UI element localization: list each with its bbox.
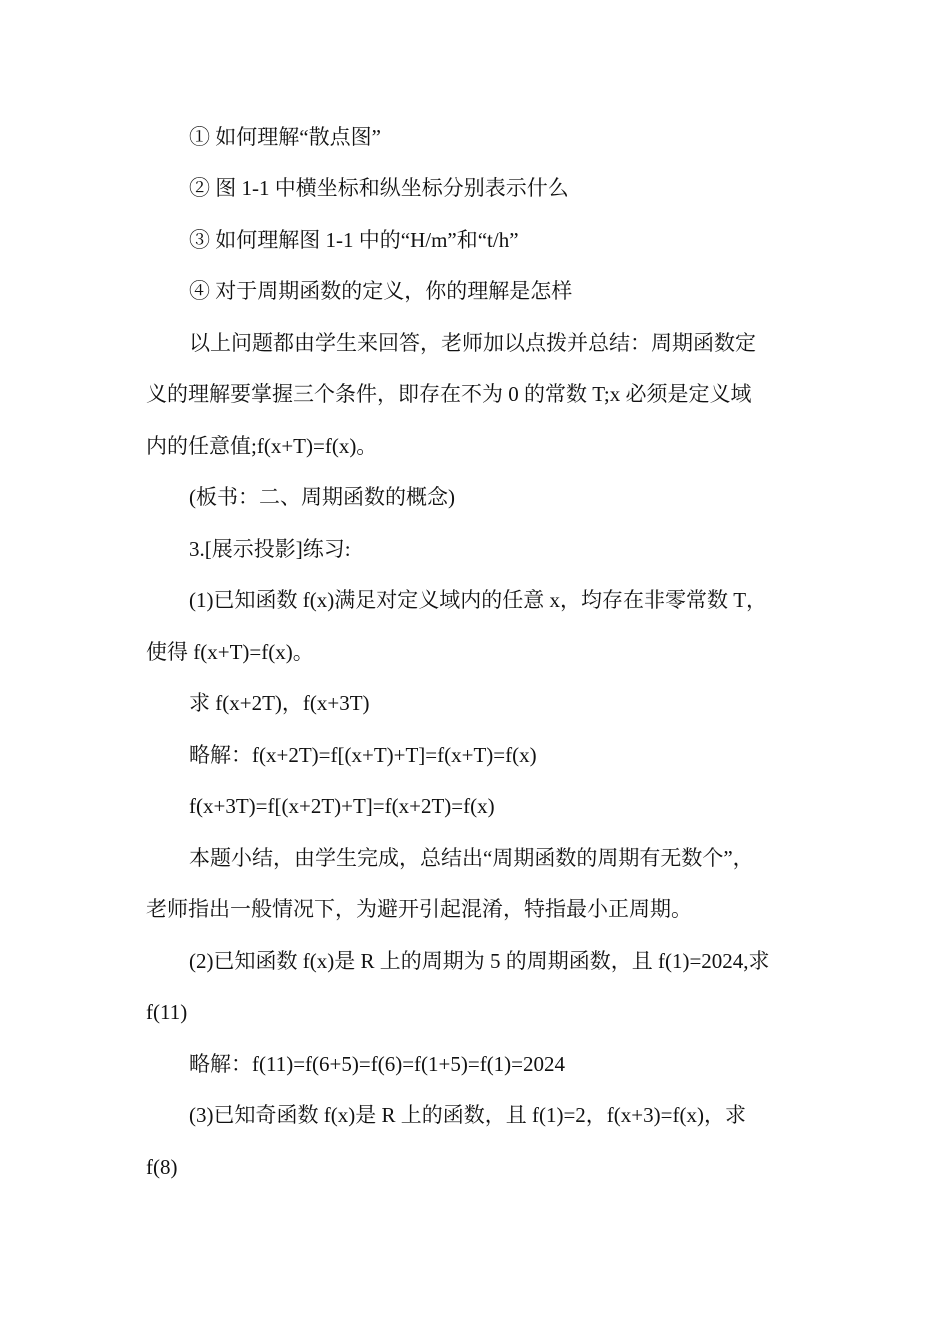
exercise-heading: 3.[展示投影]练习: <box>189 537 351 561</box>
exercise-1-line-2: 使得 f(x+T)=f(x)。 <box>146 640 314 664</box>
exercise-3-line-1: (3)已知奇函数 f(x)是 R 上的函数，且 f(1)=2，f(x+3)=f(x)，求 <box>189 1103 746 1127</box>
exercise-2-line-2: f(11) <box>146 1000 188 1024</box>
exercise-1-solution-2: f(x+3T)=f[(x+2T)+T]=f(x+2T)=f(x) <box>189 794 495 818</box>
exercise-2-solution: 略解：f(11)=f(6+5)=f(6)=f(1+5)=f(1)=2024 <box>189 1052 566 1076</box>
question-3: ③ 如何理解图 1-1 中的“H/m”和“t/h” <box>189 228 519 252</box>
exercise-3-line-2: f(8) <box>146 1155 178 1179</box>
board-note: (板书：二、周期函数的概念) <box>189 485 455 509</box>
question-2: ② 图 1-1 中横坐标和纵坐标分别表示什么 <box>189 176 569 200</box>
exercise-1-summary-line-2: 老师指出一般情况下，为避开引起混淆，特指最小正周期。 <box>146 897 692 921</box>
summary-paragraph-line-2: 义的理解要掌握三个条件，即存在不为 0 的常数 T;x 必须是定义域 <box>146 382 752 406</box>
summary-paragraph-line-3: 内的任意值;f(x+T)=f(x)。 <box>146 434 378 458</box>
exercise-1-question: 求 f(x+2T)，f(x+3T) <box>189 691 370 715</box>
exercise-1-solution-1: 略解：f(x+2T)=f[(x+T)+T]=f(x+T)=f(x) <box>189 743 537 767</box>
summary-paragraph-line-1: 以上问题都由学生来回答，老师加以点拨并总结：周期函数定 <box>189 331 756 355</box>
exercise-1-summary-line-1: 本题小结，由学生完成，总结出“周期函数的周期有无数个”， <box>189 846 754 870</box>
exercise-1-line-1: (1)已知函数 f(x)满足对定义域内的任意 x，均存在非零常数 T， <box>189 588 768 612</box>
question-1: ① 如何理解“散点图” <box>189 125 381 149</box>
exercise-2-line-1: (2)已知函数 f(x)是 R 上的周期为 5 的周期函数，且 f(1)=2024,求 <box>189 949 770 973</box>
question-4: ④ 对于周期函数的定义，你的理解是怎样 <box>189 279 573 303</box>
